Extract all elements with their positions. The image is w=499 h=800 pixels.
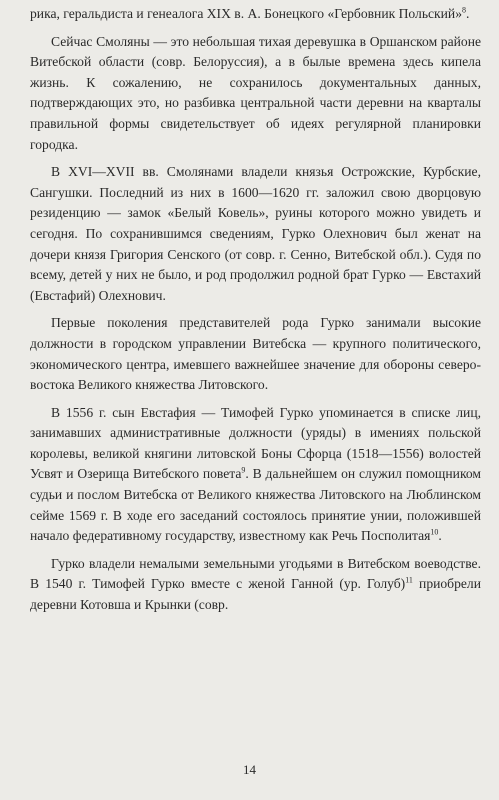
- paragraph-text: . В дальнейшем он служил помощником судьи и послом Витебска от Великого княжества Литовского на Люблинском сейме 1569 г. В ходе его заседаний состоялось принятие унии, положившей начало федеративному государству, известному как Речь Посполитая: [30, 466, 481, 544]
- footnote-ref: 9: [241, 465, 246, 475]
- footnote-ref: 11: [405, 575, 413, 585]
- paragraph-text: рика, геральдиста и генеалога XIX в. А. Бонецкого «Гербовник Польский»: [30, 6, 462, 21]
- paragraph-4: [30, 313, 481, 395]
- paragraph-text: В XVI—XVII вв. Смолянами владели князья Острожские, Курбские, Сангушки. Последний из них в 1600—1620 гг. заложил свою дворцовую резиденцию — замок «Белый Ковель», руины которого можно увидеть и сегодня. По сохранившимся сведениям, Гурко Олехнович был женат на дочери князя Григория Сенского (от совр. г. Сенно, Витебской обл.). Судя по всему, детей у них не было, и род продолжил родной брат Гурко — Евстахий (Евстафий) Олехнович.: [30, 164, 481, 303]
- paragraph-text: приобрели деревни Котовша и Крынки (совр.: [30, 576, 481, 613]
- paragraph-3: [30, 162, 481, 306]
- paragraph-text: Сейчас Смоляны — это небольшая тихая деревушка в Оршанском районе Витебской области (совр. Белоруссия), а в былые времена здесь кипела жизнь. К сожалению, не сохранилось документальных данных, подтверждающих это, но разбивка центральной части деревни на кварталы правильной формы свидетельствует об идеях регулярной планировки городка.: [30, 33, 481, 152]
- paragraph-6: [30, 554, 481, 616]
- paragraph-text: В 1556 г. сын Евстафия — Тимофей Гурко упоминается в списке лиц, занимавших административные должности (уряды) в имениях польской королевы, великой княгини литовской Боны Сфорца (1518—1556) волостей Усвят и Озерища Витебского повета: [30, 404, 481, 482]
- body-text: [30, 4, 481, 616]
- paragraph-2: [30, 32, 481, 156]
- page-number: 14: [243, 762, 256, 777]
- paragraph-text: .: [438, 528, 442, 544]
- paragraph-text: .: [466, 6, 470, 21]
- paragraph-text: Первые поколения представителей рода Гурко занимали высокие должности в городском управлении Витебска — крупного политического, экономического центра, имевшего важнейшее значение для обороны северо-востока Великого княжества Литовского.: [30, 315, 481, 393]
- footnote-ref: 10: [430, 527, 439, 537]
- footnote-ref: 8: [462, 5, 466, 15]
- paragraph-text: Гурко владели немалыми земельными угодьями в Витебском воеводстве. В 1540 г. Тимофей Гурко вместе с женой Ганной (ур. Голуб): [30, 555, 481, 592]
- paragraph-5: [30, 403, 481, 547]
- paragraph-1: [30, 4, 481, 25]
